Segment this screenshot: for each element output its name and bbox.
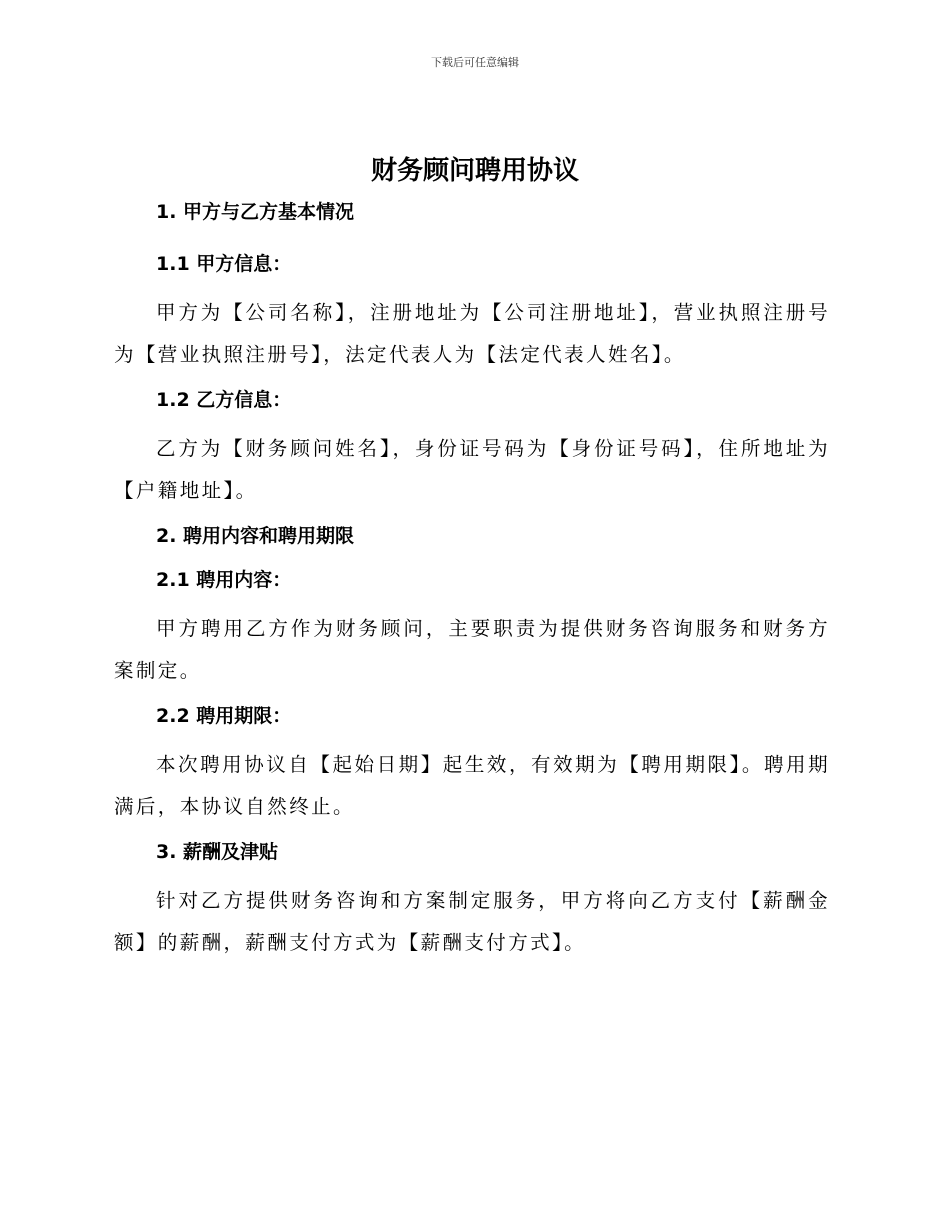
page-header: 下载后可任意编辑 [431, 56, 519, 69]
section-2-1-paragraph: 甲方聘用乙方作为财务顾问，主要职责为提供财务咨询服务和财务方案制定。 [114, 617, 830, 682]
section-2-2-paragraph: 本次聘用协议自【起始日期】起生效，有效期为【聘用期限】。聘用期满后，本协议自然终止。 [114, 753, 830, 818]
section-1-1-heading: 1.1 甲方信息： [156, 253, 292, 275]
section-3-heading: 3. 薪酬及津贴 [156, 841, 279, 863]
section-1-heading: 1. 甲方与乙方基本情况 [156, 201, 355, 223]
section-3-paragraph: 针对乙方提供财务咨询和方案制定服务，甲方将向乙方支付【薪酬金额】的薪酬，薪酬支付方式为【薪酬支付方式】。 [114, 889, 830, 954]
section-2-1-heading: 2.1 聘用内容： [156, 569, 292, 591]
section-1-2-heading: 1.2 乙方信息： [156, 389, 292, 411]
section-1-1-paragraph: 甲方为【公司名称】，注册地址为【公司注册地址】，营业执照注册号为【营业执照注册号】，法定代表人为【法定代表人姓名】。 [114, 301, 830, 366]
document-title: 财务顾问聘用协议 [370, 156, 579, 186]
section-1-2-paragraph: 乙方为【财务顾问姓名】，身份证号码为【身份证号码】，住所地址为【户籍地址】。 [114, 437, 830, 502]
section-2-2-heading: 2.2 聘用期限： [156, 705, 292, 727]
section-2-heading: 2. 聘用内容和聘用期限 [156, 525, 355, 547]
document-body [114, 196, 830, 972]
